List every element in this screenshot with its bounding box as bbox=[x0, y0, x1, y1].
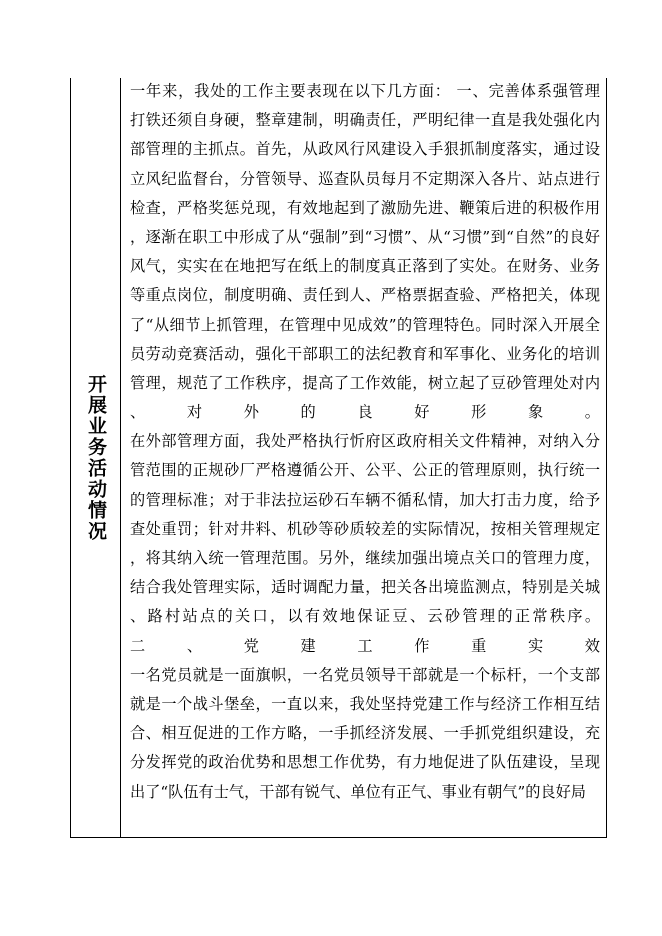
content-line: 查处重罚；针对井料、机砂等砂质较差的实际情况，按相关管理规定 bbox=[130, 519, 600, 538]
content-line: 在外部管理方面，我处严格执行忻府区政府相关文件精神，对纳入分 bbox=[130, 432, 600, 451]
content-line: 管理，规范了工作秩序，提高了工作效能，树立起了豆砂管理处对内 bbox=[130, 373, 600, 392]
content-line: 风气，实实在在地把写在纸上的制度真正落到了实处。在财务、业务 bbox=[130, 257, 600, 276]
content-line: 了“从细节上抓管理，在管理中见成效”的管理特色。同时深入开展全 bbox=[130, 315, 600, 334]
content-line: 二 、 党 建 工 作 重 实 效 bbox=[130, 636, 600, 655]
content-line: ，逐渐在职工中形成了从“强制”到“习惯”、从“习惯”到“自然”的良好 bbox=[130, 227, 600, 246]
content-line: 员劳动竞赛活动，强化干部职工的法纪教育和军事化、业务化的培训 bbox=[130, 344, 600, 363]
content-line: 立风纪监督台，分管领导、巡查队员每月不定期深入各片、站点进行 bbox=[130, 169, 600, 188]
content-line: 出了“队伍有士气，干部有锐气、单位有正气、事业有朝气”的良好局 bbox=[130, 782, 586, 801]
content-line: 一名党员就是一面旗帜，一名党员领导干部就是一个标杆，一个支部 bbox=[130, 665, 600, 684]
content-line: 结合我处管理实际，适时调配力量，把关各出境监测点，特别是关城 bbox=[130, 578, 600, 597]
content-line: 打铁还须自身硬，整章建制，明确责任，严明纪律一直是我处强化内 bbox=[130, 111, 600, 130]
section-label-cell bbox=[71, 78, 121, 837]
content-line: 管范围的正规砂厂严格遵循公开、公平、公正的管理原则，执行统一 bbox=[130, 461, 600, 480]
content-line: ，将其纳入统一管理范围。另外，继续加强出境点关口的管理力度， bbox=[130, 549, 600, 567]
content-line: 一年来，我处的工作主要表现在以下几方面： 一、完善体系强管理 bbox=[130, 82, 600, 100]
content-line: 检查，严格奖惩兑现，有效地起到了激励先进、鞭策后进的积极作用 bbox=[130, 198, 600, 217]
content-line: 合、相互促进的工作方略，一手抓经济发展、一手抓党组织建设，充 bbox=[130, 724, 600, 743]
content-line: 的管理标准；对于非法拉运砂石车辆不循私情，加大打击力度，给予 bbox=[130, 490, 600, 509]
section-label: 开展业务活动情况 bbox=[85, 373, 107, 542]
content-line: 部管理的主抓点。首先，从政风行风建设入手狠抓制度落实，通过设 bbox=[130, 140, 600, 159]
activity-table bbox=[70, 78, 607, 838]
content-cell bbox=[130, 78, 600, 807]
content-line: 、路村站点的关口，以有效地保证豆、云砂管理的正常秩序。 bbox=[130, 607, 600, 626]
content-line: 就是一个战斗堡垒，一直以来，我处坚持党建工作与经济工作相互结 bbox=[130, 694, 600, 713]
content-line: 分发挥党的政治优势和思想工作优势，有力地促进了队伍建设，呈现 bbox=[130, 753, 600, 772]
content-line: 、 对 外 的 良 好 形 象 。 bbox=[130, 403, 600, 422]
content-line: 等重点岗位，制度明确、责任到人、严格票据查验、严格把关，体现 bbox=[130, 286, 600, 305]
